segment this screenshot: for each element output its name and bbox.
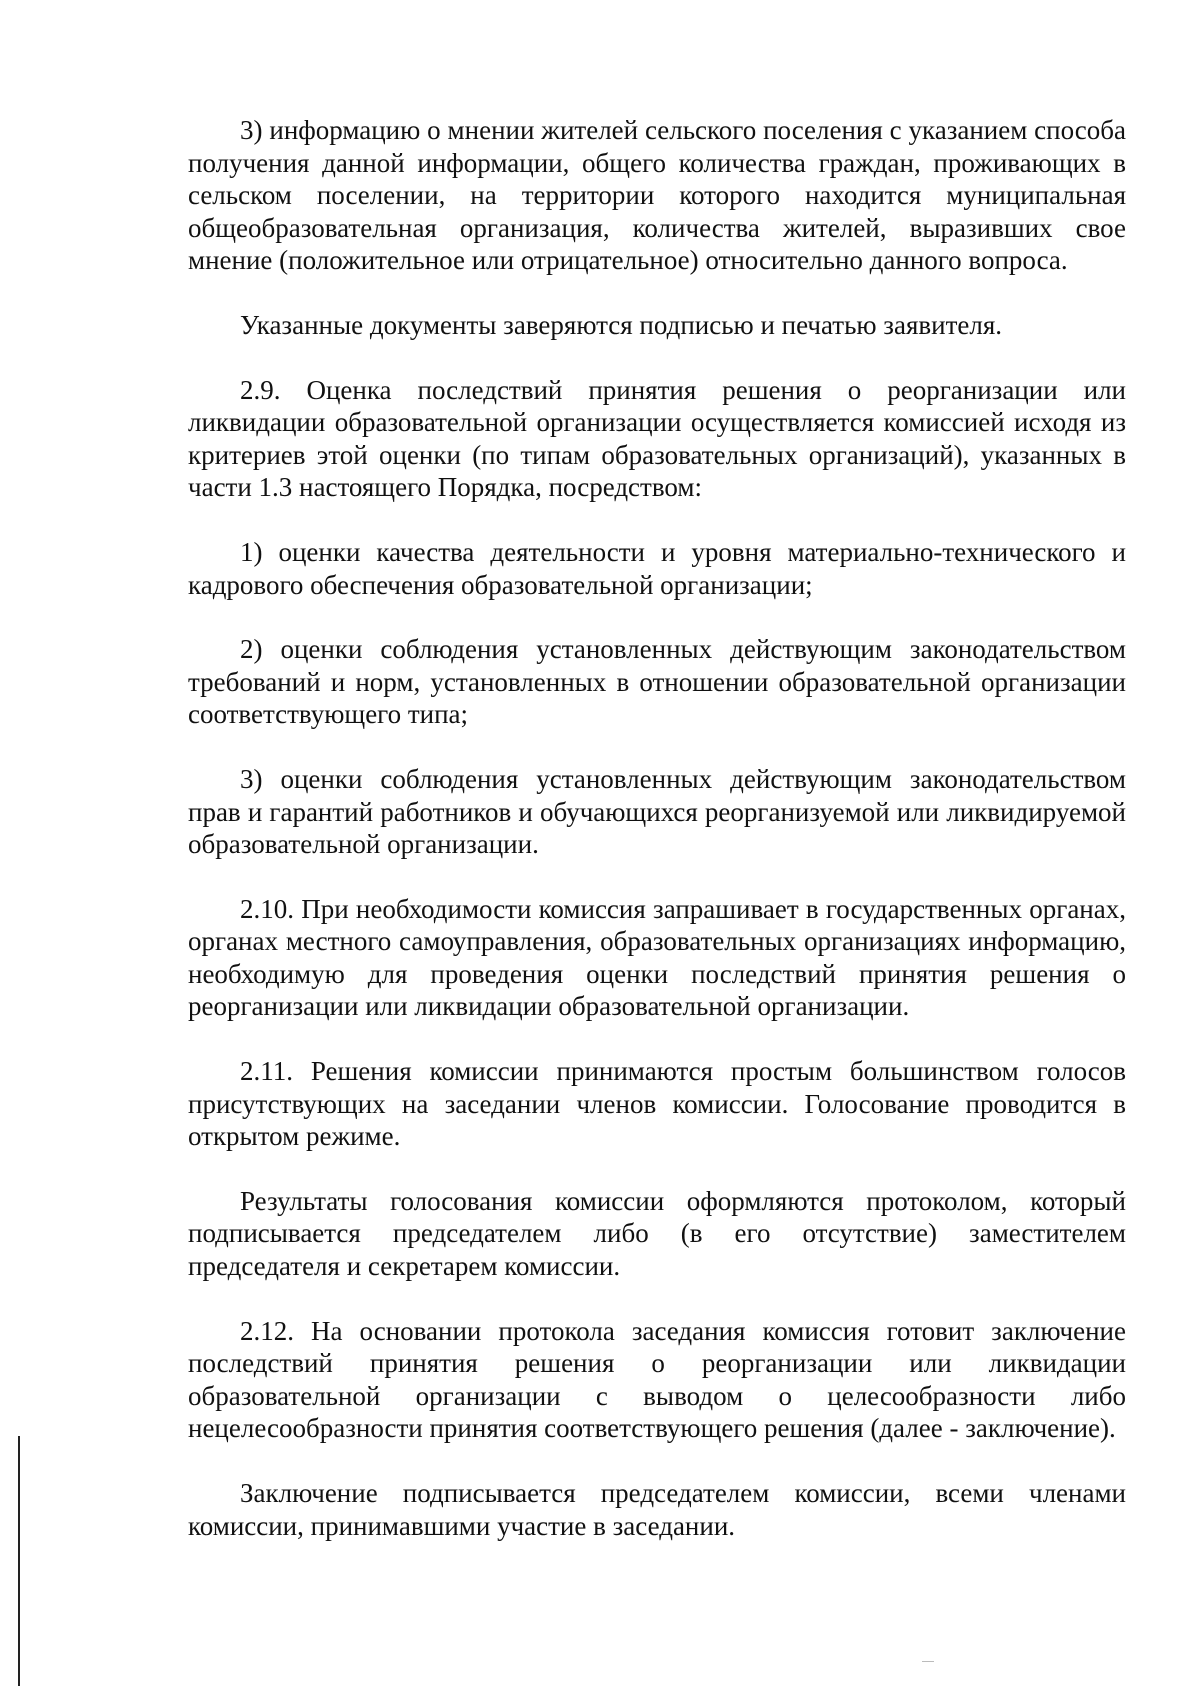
paragraph-2-10: 2.10. При необходимости комиссия запрашивает в государственных органах, органах местного самоуправления, образовательных организациях информацию, необходимую для проведения оценки последствий принятия решения о реорганизации или ликвидации образовательной организации. [188,893,1126,1022]
paragraph-assessment-quality: 1) оценки качества деятельности и уровня материально-технического и кадрового обеспечения образовательной организации; [188,536,1126,600]
paragraph-residents-opinion: 3) информацию о мнении жителей сельского поселения с указанием способа получения данной информации, общего количества граждан, проживающих в сельском поселении, на территории которого находится муниципальная общеобразовательная организация, количества жителей, выразивших свое мнение (положительное или отрицательное) относительно данного вопроса. [188,115,1126,276]
scan-speck [922,1661,934,1662]
paragraph-voting-results: Результаты голосования комиссии оформляются протоколом, который подписывается председателем либо (в его отсутствие) заместителем председателя и секретарем комиссии. [188,1185,1126,1282]
paragraph-2-11: 2.11. Решения комиссии принимаются простым большинством голосов присутствующих на заседании членов комиссии. Голосование проводится в открытом режиме. [188,1056,1126,1152]
paragraph-2-9: 2.9. Оценка последствий принятия решения о реорганизации или ликвидации образовательной организации осуществляется комиссией исходя из критериев этой оценки (по типам образовательных организаций), указанных в части 1.3 настоящего Порядка, посредством: [188,374,1126,503]
left-margin-line [18,1436,20,1686]
paragraph-documents-certified: Указанные документы заверяются подписью и печатью заявителя. [240,309,1002,340]
paragraph-assessment-rights: 3) оценки соблюдения установленных действующим законодательством прав и гарантий работников и обучающихся реорганизуемой или ликвидируемой образовательной организации. [188,763,1126,860]
paragraph-2-12: 2.12. На основании протокола заседания комиссия готовит заключение последствий принятия решения о реорганизации или ликвидации образовательной организации с выводом о целесообразности либо нецелесообразности принятия соответствующего решения (далее - заключение). [188,1315,1126,1444]
document-body [188,114,1126,1574]
paragraph-assessment-requirements: 2) оценки соблюдения установленных действующим законодательством требований и норм, установленных в отношении образовательной организации соответствующего типа; [188,634,1126,730]
paragraph-conclusion-signed: Заключение подписывается председателем комиссии, всеми членами комиссии, принимавшими участие в заседании. [188,1478,1126,1541]
